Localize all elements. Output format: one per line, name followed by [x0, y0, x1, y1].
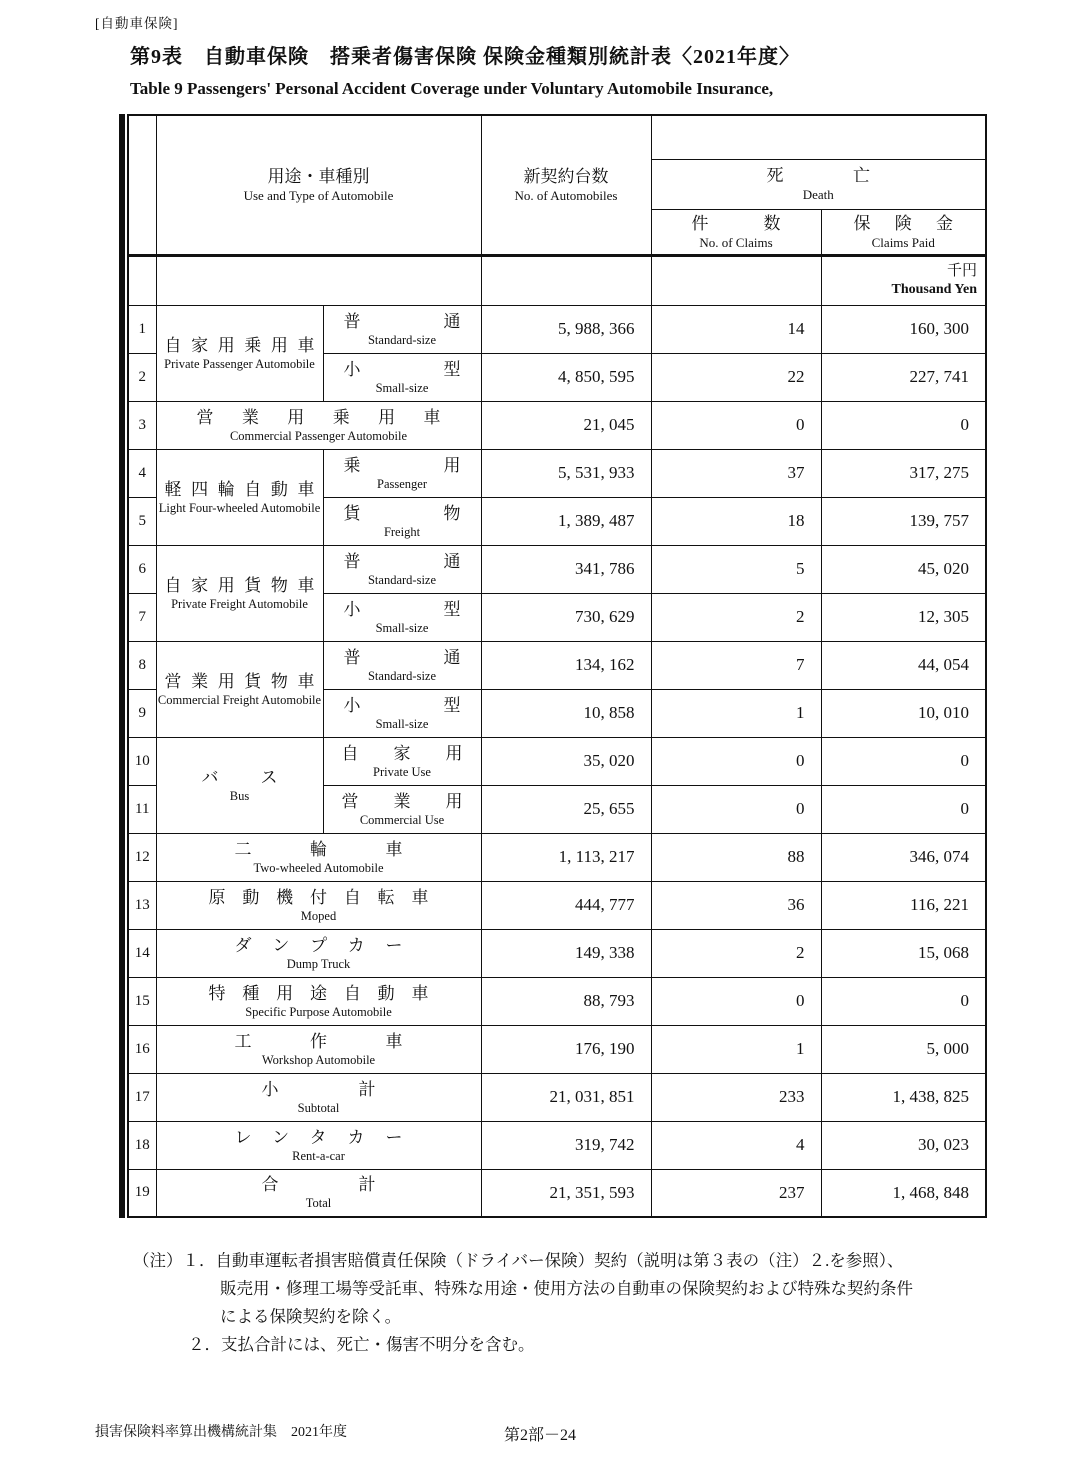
category-en: Dump Truck — [286, 956, 351, 971]
autos-value: 25, 655 — [481, 785, 651, 833]
category-jp: ダンプカー — [234, 935, 403, 955]
category-en: Private Passenger Automobile — [164, 356, 315, 371]
autos-value: 88, 793 — [481, 977, 651, 1025]
subtype-jp: 小型 — [343, 599, 461, 619]
row-number: 7 — [128, 593, 156, 641]
new-contracts-header-en: No. of Automobiles — [514, 187, 618, 203]
paid-value: 317, 275 — [821, 449, 986, 497]
subtype-en: Standard-size — [367, 572, 437, 587]
subtype-cell — [323, 353, 481, 401]
table-row — [128, 1025, 986, 1073]
category-jp: レンタカー — [234, 1127, 403, 1147]
paid-value: 15, 068 — [821, 929, 986, 977]
notes — [133, 1247, 1033, 1359]
note-line: 販売用・修理工場等受託車、特殊な用途・使用方法の自動車の保険契約および特殊な契約条件 — [220, 1279, 913, 1298]
autos-value: 5, 988, 366 — [481, 305, 651, 353]
blank-header-cell — [651, 115, 986, 159]
table-row — [128, 929, 986, 977]
row-number: 15 — [128, 977, 156, 1025]
autos-value: 5, 531, 933 — [481, 449, 651, 497]
row-number: 18 — [128, 1121, 156, 1169]
claims-value: 0 — [651, 737, 821, 785]
header-row-top — [128, 115, 986, 159]
table-row — [128, 833, 986, 881]
autos-value: 730, 629 — [481, 593, 651, 641]
category-cell-total — [156, 1169, 481, 1217]
claims-value: 1 — [651, 1025, 821, 1073]
table-row — [128, 449, 986, 497]
category-en: Moped — [300, 908, 337, 923]
paid-value: 30, 023 — [821, 1121, 986, 1169]
row-number: 14 — [128, 929, 156, 977]
subtype-en: Small-size — [375, 620, 429, 635]
paid-value: 160, 300 — [821, 305, 986, 353]
paid-value: 10, 010 — [821, 689, 986, 737]
paid-value: 0 — [821, 737, 986, 785]
death-header-jp: 死亡 — [766, 166, 870, 185]
subtype-jp: 小型 — [343, 695, 461, 715]
row-number: 4 — [128, 449, 156, 497]
table-body — [128, 255, 986, 1217]
claims-count-header — [651, 209, 821, 255]
new-contracts-header-jp: 新契約台数 — [523, 166, 609, 186]
subtype-jp: 普通 — [343, 647, 461, 667]
row-number: 8 — [128, 641, 156, 689]
row-number: 19 — [128, 1169, 156, 1217]
subtype-jp: 普通 — [343, 311, 461, 331]
death-header-en: Death — [802, 187, 834, 202]
claims-value: 18 — [651, 497, 821, 545]
autos-value: 21, 031, 851 — [481, 1073, 651, 1121]
row-number: 11 — [128, 785, 156, 833]
category-jp: 工作車 — [234, 1031, 403, 1051]
autos-value: 319, 742 — [481, 1121, 651, 1169]
table-row — [128, 977, 986, 1025]
category-en: Commercial Freight Automobile — [157, 692, 322, 707]
table-row — [128, 737, 986, 785]
unit-cell — [821, 255, 986, 305]
autos-value: 176, 190 — [481, 1025, 651, 1073]
claims-value: 0 — [651, 977, 821, 1025]
unit-row — [128, 255, 986, 305]
claims-value: 233 — [651, 1073, 821, 1121]
row-number: 2 — [128, 353, 156, 401]
paid-value: 227, 741 — [821, 353, 986, 401]
category-en: Private Freight Automobile — [171, 596, 308, 611]
subtype-jp: 営業用 — [341, 791, 463, 811]
footer-page-number: 第2部－24 — [503, 1427, 576, 1444]
paid-value: 0 — [821, 977, 986, 1025]
claims-value: 5 — [651, 545, 821, 593]
row-number: 3 — [128, 401, 156, 449]
category-jp: 営業用乗用車 — [196, 407, 441, 427]
category-jp: 軽四輪自動車 — [164, 479, 315, 499]
subtype-cell — [323, 305, 481, 353]
table-row — [128, 545, 986, 593]
new-contracts-header — [481, 115, 651, 255]
category-en: Specific Purpose Automobile — [245, 1004, 392, 1019]
category-en: Bus — [229, 788, 250, 803]
paid-value: 45, 020 — [821, 545, 986, 593]
autos-value: 35, 020 — [481, 737, 651, 785]
row-number: 5 — [128, 497, 156, 545]
category-jp: バス — [201, 767, 278, 787]
category-cell-light-four-wheeled — [156, 449, 323, 545]
autos-value: 134, 162 — [481, 641, 651, 689]
note-item2-no: ２． — [188, 1335, 221, 1354]
subtype-cell — [323, 449, 481, 497]
unit-label-en: Thousand Yen — [891, 282, 977, 297]
autos-value: 21, 045 — [481, 401, 651, 449]
subtype-jp: 小型 — [343, 359, 461, 379]
paid-value: 12, 305 — [821, 593, 986, 641]
category-cell-moped — [156, 881, 481, 929]
autos-value: 341, 786 — [481, 545, 651, 593]
subtype-en: Commercial Use — [359, 812, 445, 827]
claims-value: 88 — [651, 833, 821, 881]
autos-value: 149, 338 — [481, 929, 651, 977]
use-type-header-jp: 用途・車種別 — [267, 166, 370, 186]
paid-value: 346, 074 — [821, 833, 986, 881]
category-en: Light Four-wheeled Automobile — [158, 500, 321, 515]
subtype-en: Small-size — [375, 380, 429, 395]
category-cell-rent-a-car — [156, 1121, 481, 1169]
use-type-header — [156, 115, 481, 255]
claims-paid-header-jp: 保険金 — [853, 213, 953, 233]
subtype-en: Freight — [383, 524, 421, 539]
claims-value: 37 — [651, 449, 821, 497]
corner-label: [自動車保険] — [95, 16, 179, 31]
claims-value: 0 — [651, 785, 821, 833]
row-number: 10 — [128, 737, 156, 785]
paid-value: 0 — [821, 785, 986, 833]
paid-value: 44, 054 — [821, 641, 986, 689]
row-number: 6 — [128, 545, 156, 593]
category-cell-subtotal — [156, 1073, 481, 1121]
category-cell-commercial-freight — [156, 641, 323, 737]
footer-source: 損害保険料率算出機構統計集 2021年度 — [95, 1425, 347, 1440]
table-row — [128, 881, 986, 929]
empty-cell — [156, 255, 481, 305]
subtype-en: Standard-size — [367, 668, 437, 683]
empty-cell — [651, 255, 821, 305]
subtype-en: Small-size — [375, 716, 429, 731]
paid-value: 1, 468, 848 — [821, 1169, 986, 1217]
paid-value: 139, 757 — [821, 497, 986, 545]
table-row — [128, 641, 986, 689]
table-row — [128, 1073, 986, 1121]
subtype-jp: 貨物 — [343, 503, 461, 523]
claims-value: 7 — [651, 641, 821, 689]
paid-value: 116, 221 — [821, 881, 986, 929]
note-item1-no: １． — [182, 1251, 216, 1270]
table-row — [128, 1169, 986, 1217]
note-label: （注） — [133, 1251, 183, 1270]
category-cell-workshop — [156, 1025, 481, 1073]
category-cell-two-wheeled — [156, 833, 481, 881]
autos-value: 21, 351, 593 — [481, 1169, 651, 1217]
claims-value: 36 — [651, 881, 821, 929]
note-line — [133, 1331, 1033, 1359]
use-type-header-en: Use and Type of Automobile — [243, 187, 394, 203]
category-jp: 合計 — [261, 1175, 376, 1195]
paid-value: 5, 000 — [821, 1025, 986, 1073]
death-header — [651, 159, 986, 209]
claims-count-header-en: No. of Claims — [699, 234, 773, 250]
empty-cell — [481, 255, 651, 305]
claims-value: 2 — [651, 593, 821, 641]
subtype-cell — [323, 497, 481, 545]
category-cell-bus — [156, 737, 323, 833]
subtype-jp: 普通 — [343, 551, 461, 571]
category-en: Workshop Automobile — [261, 1052, 376, 1067]
row-number: 12 — [128, 833, 156, 881]
category-en: Rent-a-car — [292, 1148, 345, 1163]
row-number: 13 — [128, 881, 156, 929]
autos-value: 4, 850, 595 — [481, 353, 651, 401]
paid-value: 0 — [821, 401, 986, 449]
claims-value: 22 — [651, 353, 821, 401]
subtype-cell — [323, 785, 481, 833]
note-item1-line1: 自動車運転者損害賠償責任保険（ドライバー保険）契約（説明は第３表の（注）２.を参照）、 — [215, 1251, 904, 1270]
row-number-header — [128, 115, 156, 255]
row-number: 1 — [128, 305, 156, 353]
subtype-cell — [323, 641, 481, 689]
note-line: による保険契約を除く。 — [220, 1307, 402, 1326]
category-jp: 自家用乗用車 — [164, 335, 315, 355]
subtype-jp: 自家用 — [341, 743, 463, 763]
category-en: Commercial Passenger Automobile — [229, 428, 408, 443]
table-row — [128, 1121, 986, 1169]
autos-value: 1, 389, 487 — [481, 497, 651, 545]
unit-label-jp: 千円 — [946, 263, 977, 279]
category-cell-dump-truck — [156, 929, 481, 977]
note-line — [133, 1247, 1033, 1275]
category-en: Total — [305, 1196, 332, 1211]
stats-table — [127, 114, 987, 1218]
claims-paid-header — [821, 209, 986, 255]
category-jp: 小計 — [261, 1079, 376, 1099]
row-number: 9 — [128, 689, 156, 737]
subtype-en: Passenger — [377, 476, 427, 491]
page-title: 第9表 自動車保険 搭乗者傷害保険 保険金種類別統計表〈2021年度〉 — [130, 46, 800, 68]
category-jp: 原動機付自転車 — [208, 887, 429, 907]
table-header — [128, 115, 986, 255]
autos-value: 1, 113, 217 — [481, 833, 651, 881]
category-cell-specific-purpose — [156, 977, 481, 1025]
category-en: Subtotal — [297, 1100, 340, 1115]
table-row — [128, 305, 986, 353]
empty-cell — [128, 255, 156, 305]
autos-value: 10, 858 — [481, 689, 651, 737]
subtype-en: Standard-size — [367, 332, 437, 347]
claims-value: 0 — [651, 401, 821, 449]
category-en: Two-wheeled Automobile — [253, 860, 384, 875]
table-wrapper — [119, 114, 987, 1218]
category-jp: 自家用貨物車 — [164, 575, 315, 595]
claims-value: 2 — [651, 929, 821, 977]
subtype-jp: 乗用 — [343, 455, 461, 475]
claims-value: 14 — [651, 305, 821, 353]
claims-value: 237 — [651, 1169, 821, 1217]
note-item2-text: 支払合計には、死亡・傷害不明分を含む。 — [221, 1335, 535, 1354]
table-row — [128, 401, 986, 449]
category-jp: 営業用貨物車 — [164, 671, 315, 691]
row-number: 17 — [128, 1073, 156, 1121]
claims-value: 4 — [651, 1121, 821, 1169]
subtype-cell — [323, 737, 481, 785]
category-jp: 特種用途自動車 — [208, 983, 429, 1003]
subtype-cell — [323, 545, 481, 593]
claims-paid-header-en: Claims Paid — [871, 234, 935, 250]
subtype-cell — [323, 593, 481, 641]
row-number: 16 — [128, 1025, 156, 1073]
paid-value: 1, 438, 825 — [821, 1073, 986, 1121]
subtype-en: Private Use — [373, 764, 431, 779]
category-jp: 二輪車 — [234, 839, 403, 859]
autos-value: 444, 777 — [481, 881, 651, 929]
category-cell-commercial-passenger — [156, 401, 481, 449]
category-cell-private-freight — [156, 545, 323, 641]
page-subtitle: Table 9 Passengers' Personal Accident Coverage under Voluntary Automobile Insurance, — [130, 79, 774, 98]
claims-count-header-jp: 件数 — [691, 213, 781, 233]
category-cell-private-passenger — [156, 305, 323, 401]
claims-value: 1 — [651, 689, 821, 737]
subtype-cell — [323, 689, 481, 737]
